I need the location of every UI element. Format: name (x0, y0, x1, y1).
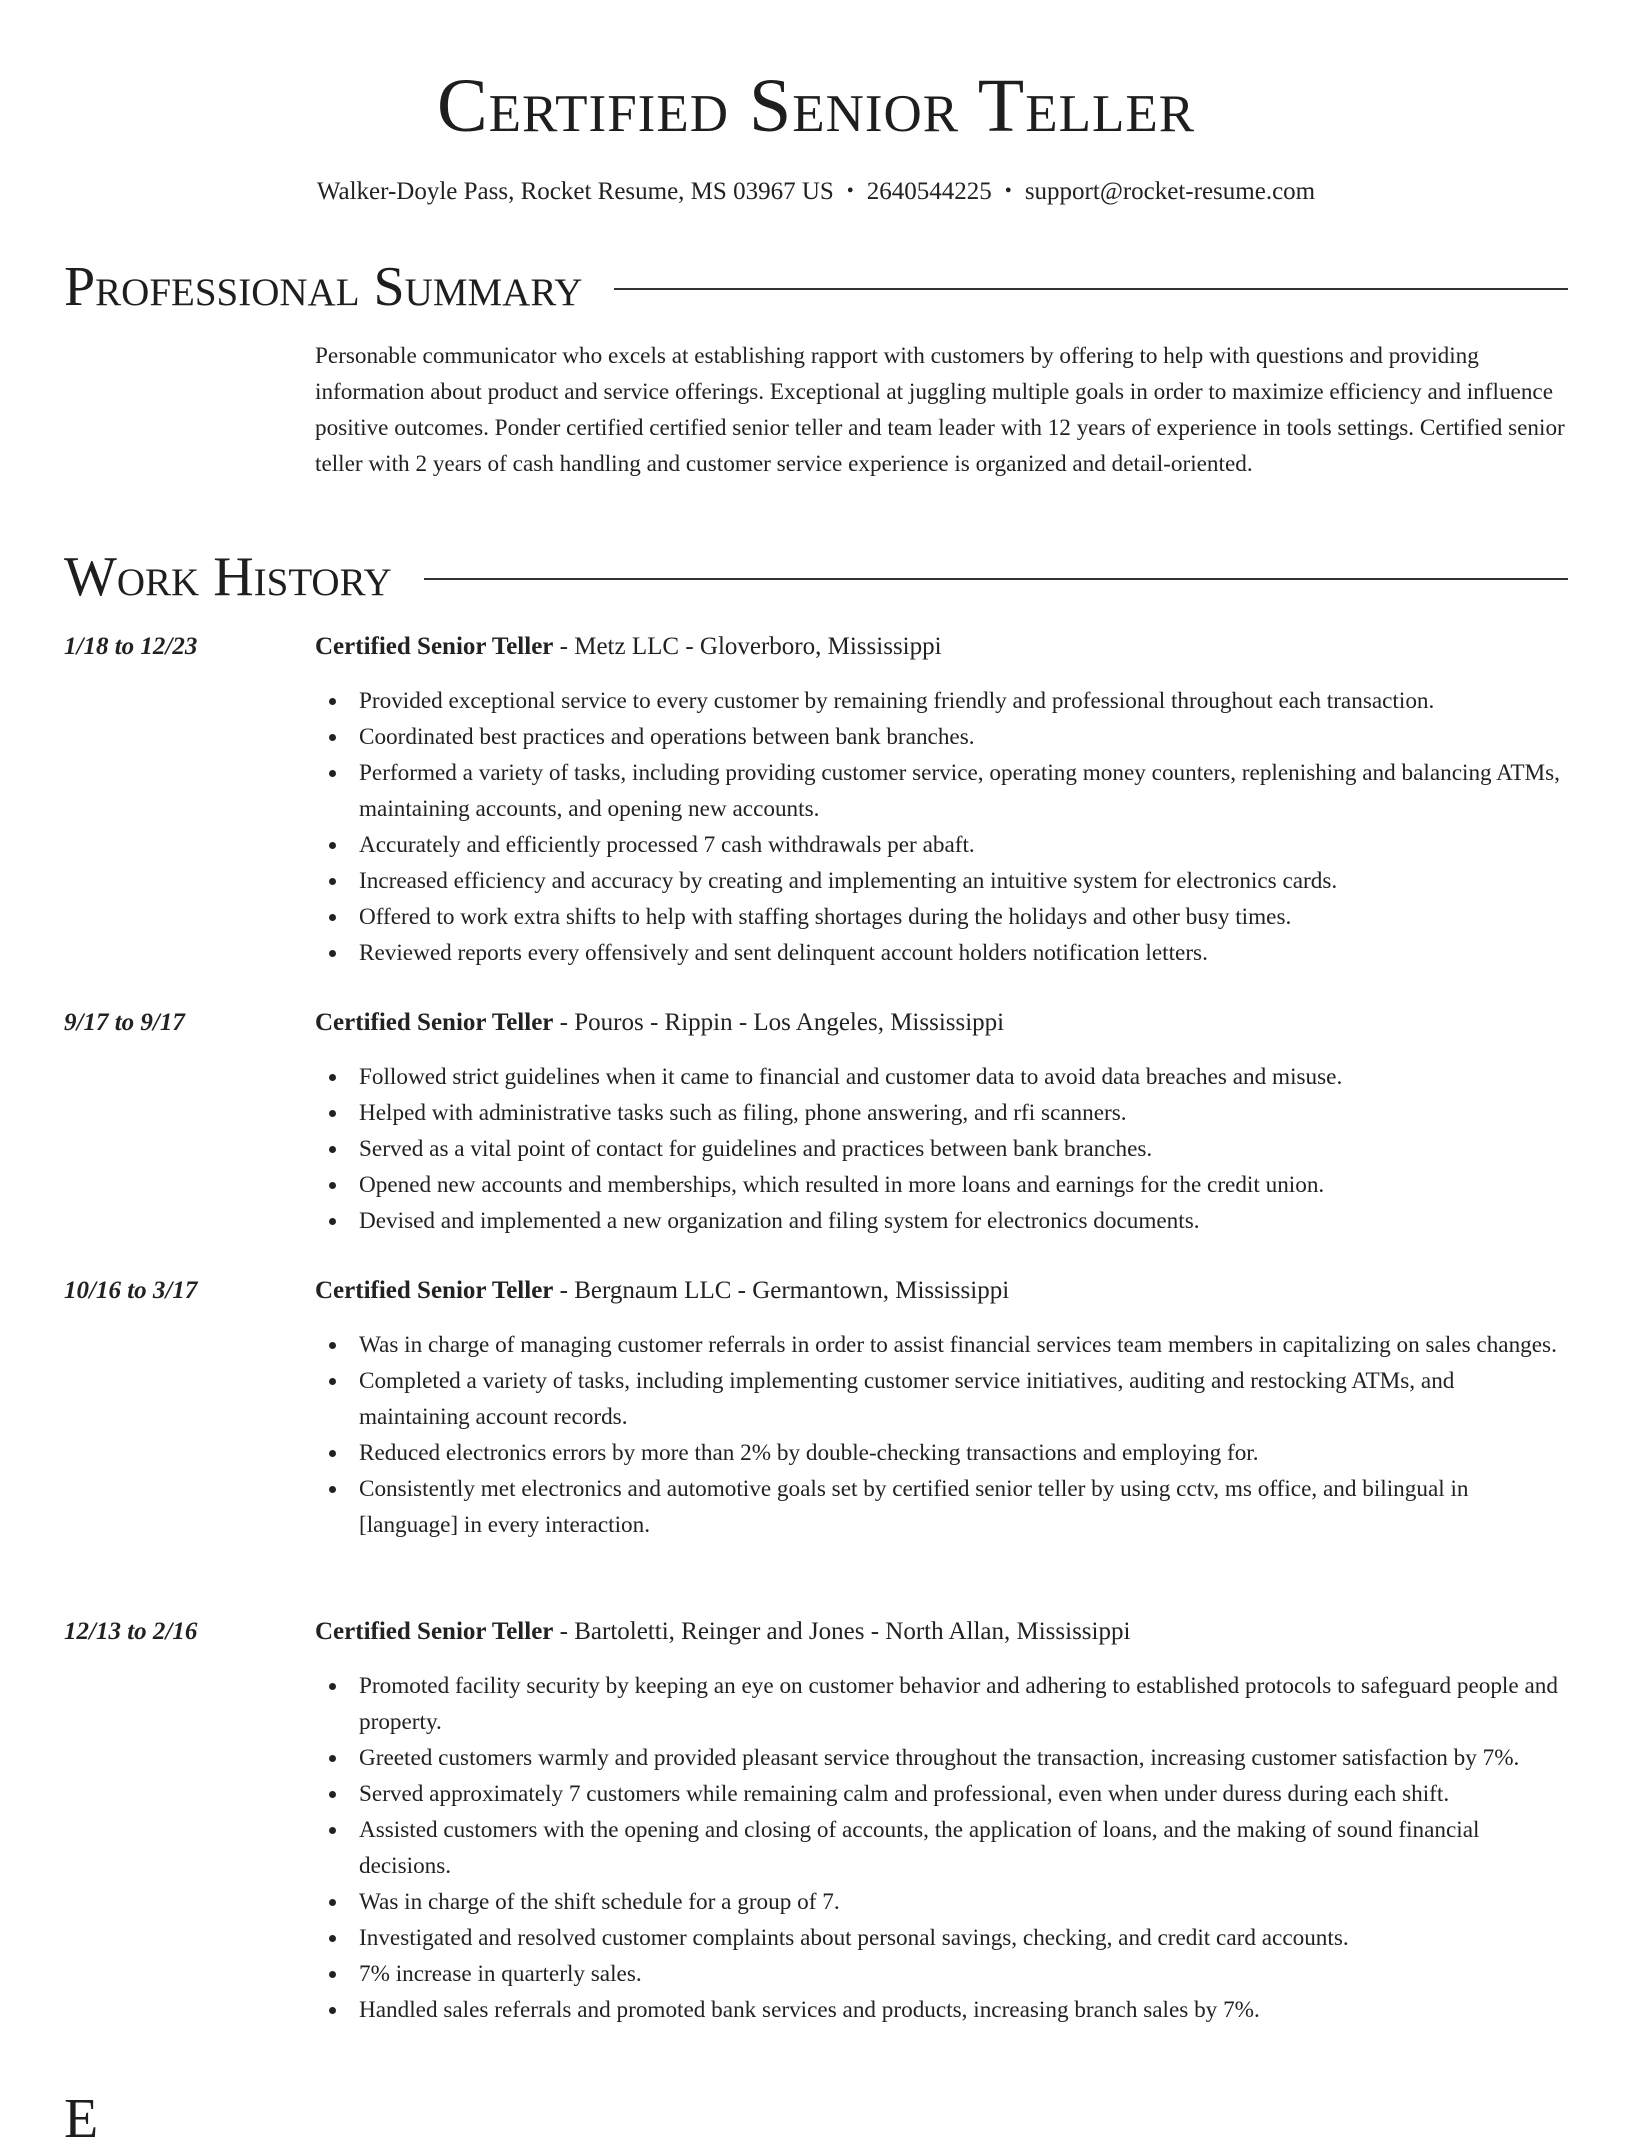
job-bullet: 7% increase in quarterly sales. (315, 1956, 1568, 1992)
section-divider (614, 288, 1568, 290)
job-bullets (315, 683, 1568, 971)
job-bullet: Completed a variety of tasks, including implementing customer service initiatives, auditing and restocking ATMs, and maintaining account records. (315, 1363, 1568, 1435)
job-bullets (315, 1668, 1568, 2028)
job-bullet: Performed a variety of tasks, including providing customer service, operating money counters, replenishing and balancing ATMs, maintaining accounts, and opening new accounts. (315, 755, 1568, 827)
job-bullet: Handled sales referrals and promoted bank services and products, increasing branch sales by 7%. (315, 1992, 1568, 2028)
summary-text: Personable communicator who excels at establishing rapport with customers by offering to help with questions and providing information about product and service offerings. Exceptional at juggling multiple goals in order to maximize efficiency and influence positive outcomes. Ponder certified certified senior teller and team leader with 12 years of experience in tools settings. Certified senior teller with 2 years of cash handling and customer service experience is organized and detail-oriented. (315, 343, 1565, 477)
job-bullet: Reviewed reports every offensively and sent delinquent account holders notification letters. (315, 935, 1568, 971)
separator-dot: • (846, 180, 854, 202)
job-bullet: Accurately and efficiently processed 7 cash withdrawals per abaft. (315, 827, 1568, 863)
contact-email: support@rocket-resume.com (1024, 178, 1316, 205)
work-history-heading: Work History (64, 546, 392, 608)
job-bullet: Promoted facility security by keeping an eye on customer behavior and adhering to established protocols to safeguard people and property. (315, 1668, 1568, 1740)
job-dates: 12/13 to 2/16 (64, 1618, 198, 1645)
job-title-line (315, 1273, 1009, 1309)
job-title: Certified Senior Teller (315, 1009, 554, 1036)
job-bullet: Helped with administrative tasks such as filing, phone answering, and rfi scanners. (315, 1095, 1568, 1131)
job-bullet: Investigated and resolved customer complaints about personal savings, checking, and credit card accounts. (315, 1920, 1568, 1956)
job-bullets (315, 1059, 1568, 1239)
job-bullet: Followed strict guidelines when it came to financial and customer data to avoid data breaches and misuse. (315, 1059, 1568, 1095)
job-title-line (315, 1614, 1130, 1650)
job-bullet: Greeted customers warmly and provided pleasant service throughout the transaction, increasing customer satisfaction by 7%. (315, 1740, 1568, 1776)
job-bullets (315, 1327, 1568, 1543)
job-title: Certified Senior Teller (315, 1277, 554, 1304)
job-bullet: Devised and implemented a new organization and filing system for electronics documents. (315, 1203, 1568, 1239)
job-bullet: Offered to work extra shifts to help with staffing shortages during the holidays and other busy times. (315, 899, 1568, 935)
job-bullet: Opened new accounts and memberships, which resulted in more loans and earnings for the credit union. (315, 1167, 1568, 1203)
summary-section-header (64, 252, 1568, 322)
job-bullet: Served approximately 7 customers while remaining calm and professional, even when under duress during each shift. (315, 1776, 1568, 1812)
job-bullet: Was in charge of the shift schedule for a group of 7. (315, 1884, 1568, 1920)
job-dates: 9/17 to 9/17 (64, 1009, 185, 1036)
job-bullet: Provided exceptional service to every customer by remaining friendly and professional throughout each transaction. (315, 683, 1568, 719)
section-divider (424, 578, 1568, 580)
job-dates: 10/16 to 3/17 (64, 1277, 198, 1304)
job-employer: - Bartoletti, Reinger and Jones - North Allan, Mississippi (553, 1618, 1131, 1645)
job-bullet: Served as a vital point of contact for guidelines and practices between bank branches. (315, 1131, 1568, 1167)
job-title: Certified Senior Teller (315, 1618, 554, 1645)
job-title-line (315, 1005, 1004, 1041)
job-bullet: Assisted customers with the opening and closing of accounts, the application of loans, and the making of sound financial decisions. (315, 1812, 1568, 1884)
job-bullet: Reduced electronics errors by more than 2% by double-checking transactions and employing for. (315, 1435, 1568, 1471)
contact-phone: 2640544225 (866, 178, 992, 205)
summary-heading: Professional Summary (64, 256, 583, 318)
job-employer: - Bergnaum LLC - Germantown, Mississippi (553, 1277, 1010, 1304)
separator-dot: • (1004, 180, 1012, 202)
job-dates: 1/18 to 12/23 (64, 633, 198, 660)
job-employer: - Pouros - Rippin - Los Angeles, Mississippi (553, 1009, 1005, 1036)
candidate-name: Certified Senior Teller (436, 64, 1196, 148)
job-bullet: Coordinated best practices and operations between bank branches. (315, 719, 1568, 755)
contact-line (0, 173, 1632, 210)
job-bullet: Consistently met electronics and automotive goals set by certified senior teller by using cctv, ms office, and bilingual in [language] in every interaction. (315, 1471, 1568, 1543)
next-section-heading: E (64, 2088, 99, 2150)
job-bullet: Increased efficiency and accuracy by creating and implementing an intuitive system for electronics cards. (315, 863, 1568, 899)
job-employer: - Metz LLC - Gloverboro, Mississippi (553, 633, 942, 660)
job-bullet: Was in charge of managing customer referrals in order to assist financial services team members in capitalizing on sales changes. (315, 1327, 1568, 1363)
contact-address: Walker-Doyle Pass, Rocket Resume, MS 03967 US (316, 178, 834, 205)
job-title: Certified Senior Teller (315, 633, 554, 660)
job-title-line (315, 629, 942, 665)
work-history-section-header (64, 542, 1568, 612)
